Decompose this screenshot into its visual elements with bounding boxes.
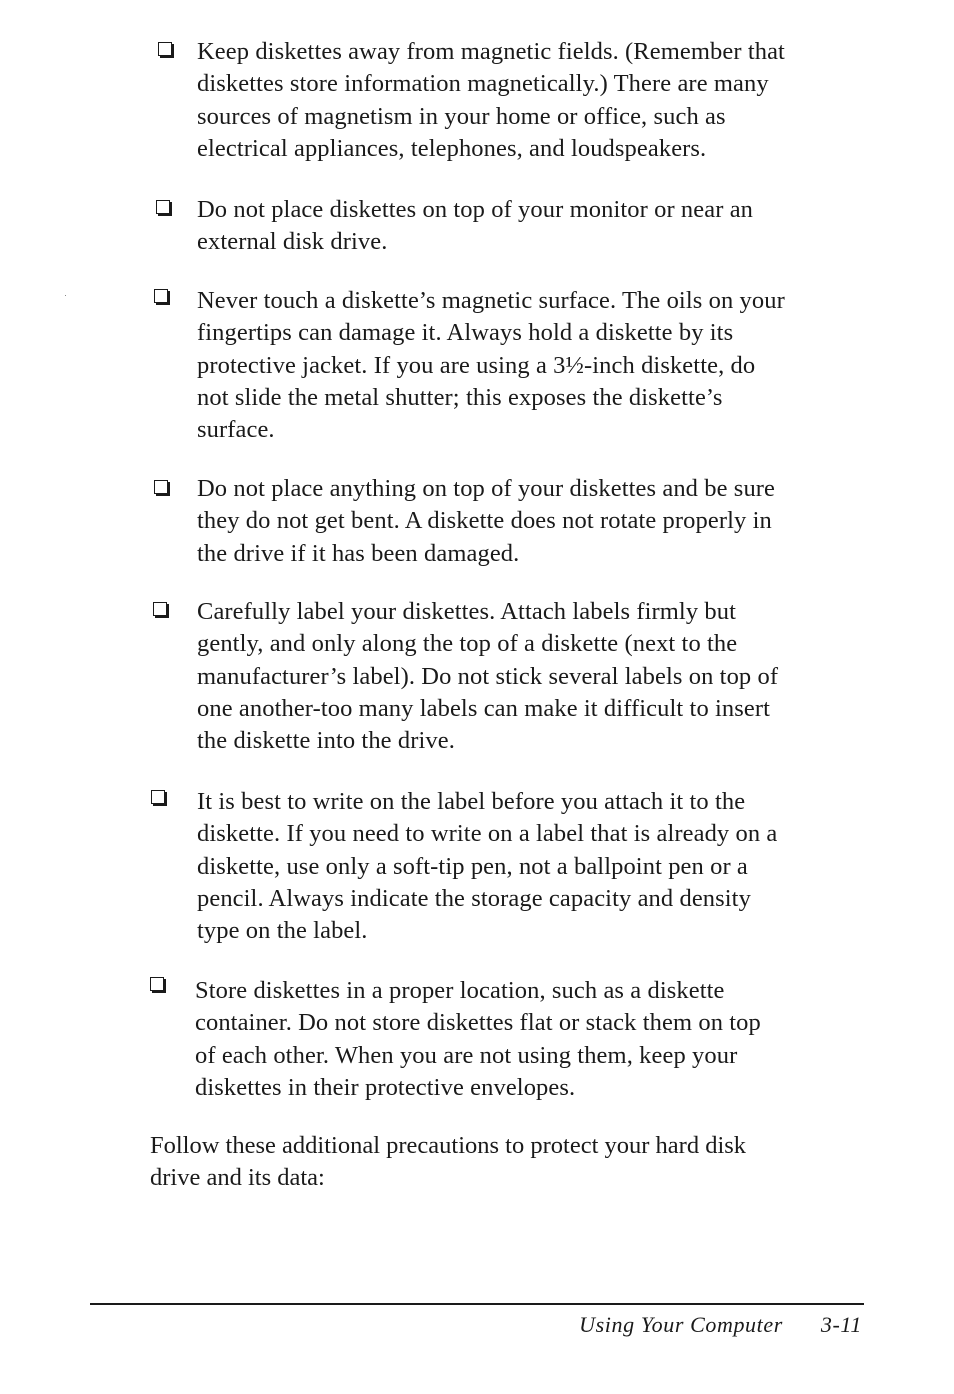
bullet-text: Carefully label your diskettes. Attach labels firmly but gently, and only along the top of a diskette (next to the manufacturer’s label). Do not stick several labels on top of one another-too many labels can make it difficult to insert the diskette into the drive. [197,598,779,755]
bullet-text: Store diskettes in a proper location, such as a diskette container. Do not store diskettes flat or stack them on top of each other. When you are not using them, keep your diskettes in their protective envelopes. [195,977,761,1101]
page-footer [579,1312,862,1338]
checkbox-bullet-icon [153,602,167,616]
checkbox-bullet-icon [151,790,165,804]
checkbox-bullet-icon [158,42,172,56]
checkbox-bullet-icon [150,977,164,991]
scan-speck [65,295,66,296]
bullet-text: Never touch a diskette’s magnetic surface. The oils on your fingertips can damage it. Always hold a diskette by its protective jacket. If you are using a 3½-inch diskette, do not slide the metal shutter; this exposes the diskette’s surface. [197,287,785,444]
checkbox-bullet-icon [156,200,170,214]
footer-page-number: 3-11 [820,1312,862,1337]
bullet-text: Keep diskettes away from magnetic fields. (Remember that diskettes store information magnetically.) There are many sources of magnetism in your home or office, such as electrical appliances, telephones, and loudspeakers. [197,38,785,162]
checkbox-bullet-icon [154,289,168,303]
footer-section-title: Using Your Computer [579,1312,783,1337]
bullet-text: It is best to write on the label before you attach it to the diskette. If you need to write on a label that is already on a diskette, use only a soft-tip pen, not a ballpoint pen or a pencil. Always indicate the storage capacity and density type on the label. [197,788,778,945]
closing-paragraph: Follow these additional precautions to protect your hard disk drive and its data: [150,1132,747,1192]
bullet-text: Do not place diskettes on top of your monitor or near an external disk drive. [197,196,754,256]
footer-rule [90,1303,864,1305]
bullet-text: Do not place anything on top of your diskettes and be sure they do not get bent. A diskette does not rotate properly in the drive if it has been damaged. [197,475,776,567]
checkbox-bullet-icon [154,480,168,494]
